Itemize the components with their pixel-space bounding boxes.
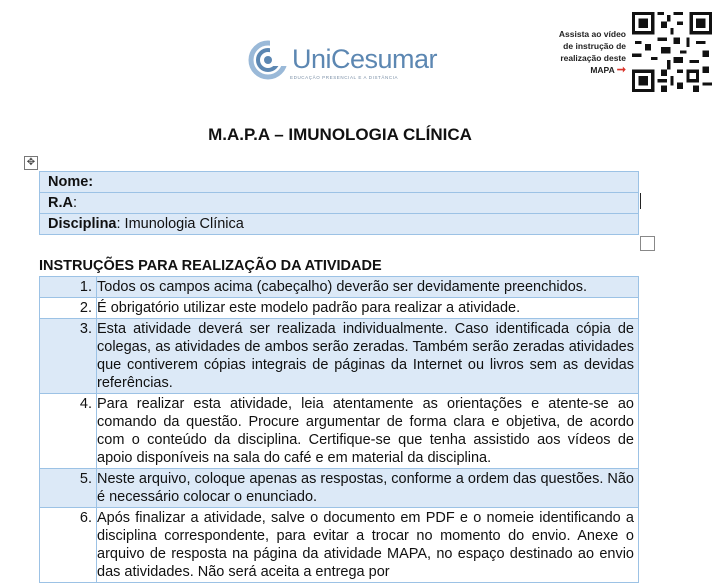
item-text[interactable]: Todos os campos acima (cabeçalho) deverão ser devidamente preenchidos. — [97, 277, 639, 298]
table-row — [40, 277, 639, 298]
table-resize-handle[interactable] — [640, 236, 655, 251]
item-text[interactable]: Neste arquivo, coloque apenas as respostas, conforme a ordem das questões. Não é necessário colocar o enunciado. — [97, 469, 639, 508]
instructions-heading: INSTRUÇÕES PARA REALIZAÇÃO DA ATIVIDADE — [39, 258, 382, 274]
text-cursor — [640, 193, 641, 209]
table-row — [40, 172, 639, 193]
item-text[interactable]: Após finalizar a atividade, salve o documento em PDF e o nomeie identificando a disciplina correspondente, para evitar a trocar no momento do envio. Anexe o arquivo de resposta na página da atividade MAPA, no espaço destinado ao envio das atividades. Não será aceita a entrega por — [97, 508, 639, 583]
item-text[interactable]: Para realizar esta atividade, leia atentamente as orientações e atente-se ao comando da questão. Procure argumentar de forma clara e objetiva, de acordo com o conteúdo da disciplina. Certifique-se que tenha assistido aos vídeos de apoio disponíveis na sala do café e em material da disciplina. — [97, 394, 639, 469]
table-move-handle-icon[interactable]: ✥ — [24, 156, 38, 170]
item-text[interactable]: É obrigatório utilizar este modelo padrão para realizar a atividade. — [97, 298, 639, 319]
item-number: 5. — [40, 469, 97, 508]
table-row — [40, 508, 639, 583]
disciplina-field[interactable]: Disciplina: Imunologia Clínica — [40, 214, 639, 235]
item-number: 4. — [40, 394, 97, 469]
item-number: 2. — [40, 298, 97, 319]
student-info-table — [39, 171, 639, 235]
item-text[interactable]: Esta atividade deverá ser realizada individualmente. Caso identificada cópia de colegas, as atividades de ambos serão zeradas. Também serão zeradas atividades que contiverem cópias integrais de páginas da Internet ou livros sem as devidas referências. — [97, 319, 639, 394]
item-number: 6. — [40, 508, 97, 583]
instructions-table — [39, 276, 639, 583]
qr-caption: Assista ao vídeo de instrução de realização deste MAPA ➞ — [558, 29, 626, 76]
nome-field[interactable]: Nome: — [40, 172, 639, 193]
table-row — [40, 319, 639, 394]
item-number: 3. — [40, 319, 97, 394]
table-row — [40, 214, 639, 235]
table-row — [40, 394, 639, 469]
logo-subtitle: EDUCAÇÃO PRESENCIAL E A DISTÂNCIA — [290, 75, 399, 80]
table-row — [40, 193, 639, 214]
ra-field[interactable]: R.A: — [40, 193, 639, 214]
document-title: M.A.P.A – IMUNOLOGIA CLÍNICA — [208, 125, 472, 144]
qr-code-icon[interactable] — [632, 12, 712, 92]
table-row — [40, 298, 639, 319]
logo-text: UniCesumar — [292, 44, 438, 74]
table-row — [40, 469, 639, 508]
item-number: 1. — [40, 277, 97, 298]
arrow-right-icon: ➞ — [616, 64, 626, 76]
